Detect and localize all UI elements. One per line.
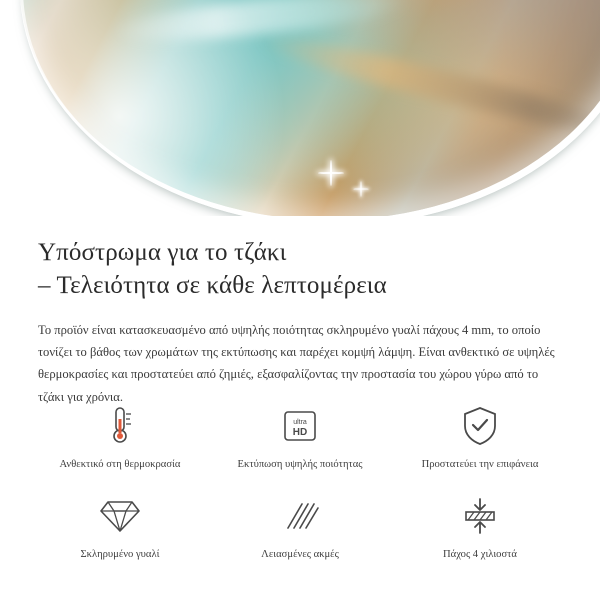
- feature-label: Πάχος 4 χιλιοστά: [443, 548, 517, 560]
- headline-line-1: Υπόστρωμα για το τζάκι: [38, 239, 287, 266]
- feature-item-surface-protection: [390, 404, 570, 472]
- feature-label: Λειασμένες ακμές: [261, 548, 339, 560]
- headline-line-2: – Τελειότητα σε κάθε λεπτομέρεια: [38, 272, 387, 300]
- shield-check-icon: [461, 404, 499, 448]
- feature-item-print-quality: [210, 404, 390, 472]
- marble-glass-panel-image: [20, 0, 600, 216]
- polished-edges-icon: [280, 494, 320, 538]
- feature-label: Ανθεκτικό στη θερμοκρασία: [59, 459, 181, 470]
- hero-image: [0, 0, 600, 216]
- feature-label: Προστατεύει την επιφάνεια: [421, 459, 539, 470]
- description-paragraph: Το προϊόν είναι κατασκευασμένο από υψηλής ποιότητας σκληρυμένο γυαλί πάχους 4 mm, το οποίο τονίζει το βάθος των χρωμάτων της εκτύπωσης και παρέχει κομψή λάμψη. Είναι ανθεκτικό σε υψηλές θερμοκρασίες και προστατεύει από ζημιές, εξασφαλίζοντας την προστασία του χώρου γύρω από το τζάκι για χρόνια.: [38, 322, 555, 404]
- feature-label: Εκτύπωση υψηλής ποιότητας: [237, 459, 363, 470]
- ultra-hd-icon: [280, 404, 320, 448]
- feature-label: Σκληρυμένο γυαλί: [80, 548, 160, 560]
- feature-item-temperature: [30, 404, 210, 472]
- diamond-icon: [99, 494, 141, 538]
- page-title: [38, 236, 562, 303]
- marble-streak: [252, 24, 600, 145]
- feature-item-polished-edges: [210, 494, 390, 562]
- text-content: [0, 216, 600, 408]
- svg-text:ultra: ultra: [293, 419, 307, 426]
- feature-item-thickness: [390, 494, 570, 562]
- feature-item-tempered-glass: [30, 494, 210, 562]
- thermometer-icon: [103, 404, 137, 448]
- svg-text:HD: HD: [292, 427, 308, 438]
- feature-grid: [30, 404, 570, 562]
- thickness-arrows-icon: [458, 494, 502, 538]
